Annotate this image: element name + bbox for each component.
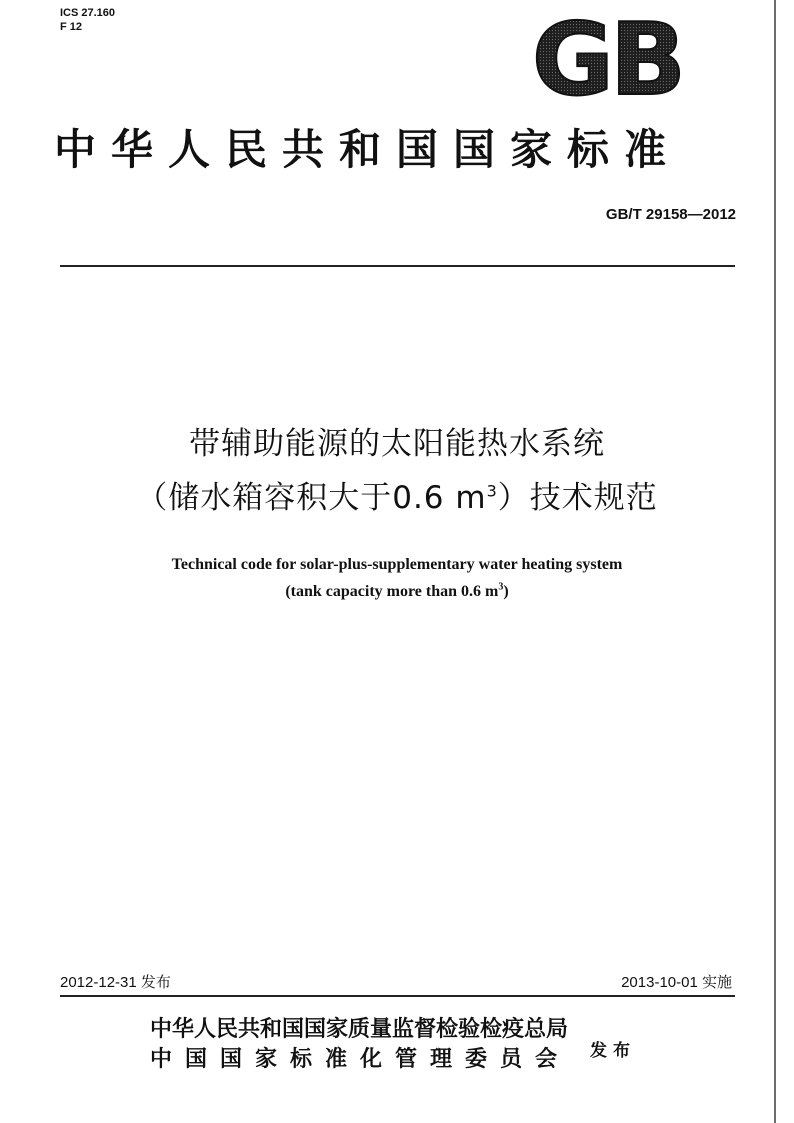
gb-logo-text: GB <box>531 14 683 102</box>
issuer-line2: 中国国家标准化管理委员会 <box>150 1047 571 1072</box>
ics-code: ICS 27.160 <box>60 7 116 19</box>
standard-number: GB/T 29158—2012 <box>605 206 736 223</box>
top-divider <box>60 265 735 267</box>
english-title-prefix: (tank capacity more than 0.6 m <box>285 583 499 600</box>
implementation-date: 2013-10-01 实施 <box>621 974 732 991</box>
english-title-line1: Technical code for solar-plus-supplementary water heating system <box>171 556 623 573</box>
chinese-title-line2 <box>0 478 794 518</box>
chinese-title-superscript: 3 <box>486 481 498 501</box>
standard-title: 中华人民共和国国家标准 <box>54 125 682 174</box>
chinese-title-line1: 带辅助能源的太阳能热水系统 <box>189 426 605 462</box>
classification-codes <box>60 6 115 34</box>
chinese-title-suffix: ）技术规范 <box>497 480 658 516</box>
issuer-line1: 中华人民共和国国家质量监督检验检疫总局 <box>150 1017 569 1042</box>
publish-label: 发布 <box>590 1041 636 1061</box>
bottom-divider <box>60 995 735 997</box>
gb-logo <box>524 14 690 102</box>
chinese-title-prefix: （储水箱容积大于0.6 m <box>136 480 487 516</box>
issue-date: 2012-12-31 发布 <box>60 974 171 991</box>
ccs-code: F 12 <box>60 21 83 33</box>
english-title-superscript: 3 <box>498 581 504 593</box>
english-title-line2 <box>0 581 794 603</box>
english-title-suffix: ) <box>503 583 509 600</box>
